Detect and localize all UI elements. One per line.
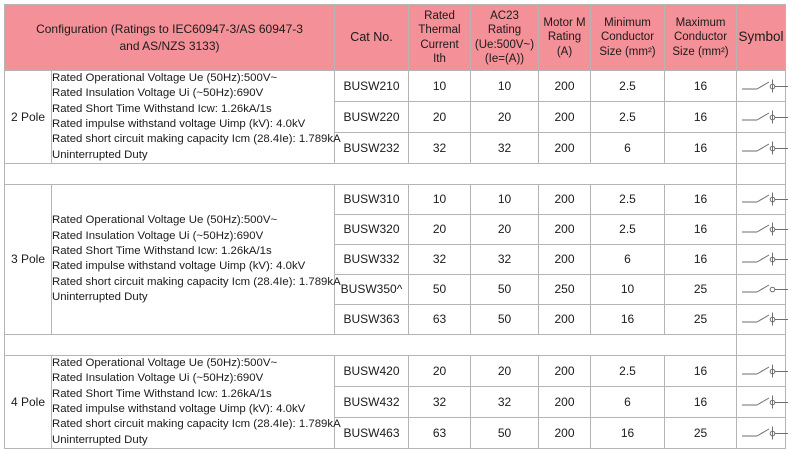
cell-cat-no: BUSW420 <box>335 355 409 386</box>
header-cat-no <box>335 5 409 71</box>
switch-with-bar-icon <box>737 251 789 268</box>
table-row <box>5 184 786 214</box>
cell-max-conductor: 16 <box>665 386 737 417</box>
cell-symbol <box>737 274 786 304</box>
description-line-1: Rated Operational Voltage Ue (50Hz):500V~ <box>52 214 278 227</box>
header-motor-rating-line-2: Rating <box>547 31 582 44</box>
header-ac23-rating-line-1: AC23 <box>490 10 519 23</box>
cell-ac23-rating: 32 <box>471 244 539 274</box>
cell-motor-rating: 200 <box>539 214 591 244</box>
description-line-3: Rated Short Time Withstand Icw: 1.26kA/1s <box>52 245 272 258</box>
header-max-conductor-line-3: Size (mm²) <box>672 45 729 58</box>
header-configuration-line-2: and AS/NZS 3133) <box>119 38 220 53</box>
cell-max-conductor: 16 <box>665 214 737 244</box>
switch-with-bar-icon <box>737 191 789 208</box>
cell-ac23-rating: 32 <box>471 386 539 417</box>
cell-ac23-rating: 50 <box>471 304 539 334</box>
cell-ac23-rating: 10 <box>471 184 539 214</box>
cell-symbol <box>737 214 786 244</box>
cell-rated-thermal-current: 10 <box>409 71 471 102</box>
cell-motor-rating: 200 <box>539 71 591 102</box>
header-rated-thermal-current-line-1: Rated <box>424 10 455 23</box>
specification-table <box>4 4 786 449</box>
cell-rated-thermal-current: 63 <box>409 304 471 334</box>
description-line-3: Rated Short Time Withstand Icw: 1.26kA/1s <box>52 387 272 400</box>
description-line-2: Rated Insulation Voltage Ui (~50Hz):690V <box>52 372 264 385</box>
header-min-conductor <box>591 5 665 71</box>
cell-symbol <box>737 304 786 334</box>
table-header <box>5 5 786 71</box>
configuration-description <box>52 355 341 448</box>
header-cat-no-line-1: Cat No. <box>350 29 393 44</box>
table-row <box>5 71 786 102</box>
cell-cat-no: BUSW463 <box>335 417 409 448</box>
table-body <box>5 71 786 449</box>
cell-cat-no: BUSW432 <box>335 386 409 417</box>
description-line-1: Rated Operational Voltage Ue (50Hz):500V~ <box>52 356 278 369</box>
cell-min-conductor: 2.5 <box>591 71 665 102</box>
switch-with-bar-icon <box>737 424 789 441</box>
cell-motor-rating: 200 <box>539 244 591 274</box>
cell-min-conductor: 10 <box>591 274 665 304</box>
description-line-2: Rated Insulation Voltage Ui (~50Hz):690V <box>52 229 264 242</box>
header-rated-thermal-current-line-2: Thermal <box>418 24 461 37</box>
description-line-4: Rated impulse withstand voltage Uimp (kV): 4.0kV <box>52 117 306 130</box>
cell-min-conductor: 6 <box>591 244 665 274</box>
header-max-conductor <box>665 5 737 71</box>
cell-min-conductor: 16 <box>591 417 665 448</box>
header-ac23-rating-line-3: (Ue:500V~) <box>474 38 535 51</box>
description-line-5: Rated short circuit making capacity Icm (28.4Ie): 1.789kA <box>52 133 341 146</box>
cell-symbol <box>737 417 786 448</box>
cell-motor-rating: 200 <box>539 184 591 214</box>
header-motor-rating-line-3: (A) <box>556 45 573 58</box>
cell-cat-no: BUSW220 <box>335 101 409 132</box>
cell-rated-thermal-current: 20 <box>409 101 471 132</box>
spacer-cell <box>5 334 737 355</box>
cell-motor-rating: 250 <box>539 274 591 304</box>
header-symbol <box>737 5 786 71</box>
section-spacer-row <box>5 334 786 355</box>
description-line-6: Uninterrupted Duty <box>52 433 148 446</box>
spacer-symbol-cell <box>737 163 786 184</box>
cell-rated-thermal-current: 20 <box>409 214 471 244</box>
cell-rated-thermal-current: 10 <box>409 184 471 214</box>
description-line-2: Rated Insulation Voltage Ui (~50Hz):690V <box>52 87 264 100</box>
configuration-description <box>52 184 341 334</box>
cell-ac23-rating: 20 <box>471 214 539 244</box>
cell-symbol <box>737 386 786 417</box>
cell-rated-thermal-current: 32 <box>409 132 471 163</box>
cell-ac23-rating: 20 <box>471 355 539 386</box>
description-line-6: Uninterrupted Duty <box>52 291 148 304</box>
header-symbol-line-1: Symbol <box>738 29 784 45</box>
switch-with-bar-icon <box>737 108 789 125</box>
cell-symbol <box>737 101 786 132</box>
switch-with-bar-icon <box>737 77 789 94</box>
description-line-6: Uninterrupted Duty <box>52 148 148 161</box>
header-rated-thermal-current-line-3: Current <box>420 38 459 51</box>
switch-with-bar-icon <box>737 393 789 410</box>
cell-ac23-rating: 50 <box>471 417 539 448</box>
cell-min-conductor: 6 <box>591 132 665 163</box>
header-motor-rating-line-1: Motor M <box>543 17 586 30</box>
header-max-conductor-line-1: Maximum <box>675 17 726 30</box>
cell-motor-rating: 200 <box>539 132 591 163</box>
cell-max-conductor: 25 <box>665 417 737 448</box>
cell-cat-no: BUSW350^ <box>335 274 409 304</box>
header-max-conductor-line-2: Conductor <box>673 31 728 44</box>
cell-rated-thermal-current: 32 <box>409 244 471 274</box>
switch-with-bar-icon <box>737 139 789 156</box>
pole-label-4-pole: 4 Pole <box>5 355 52 448</box>
header-min-conductor-line-2: Conductor <box>600 31 655 44</box>
cell-max-conductor: 16 <box>665 71 737 102</box>
header-min-conductor-line-1: Minimum <box>604 17 651 30</box>
cell-max-conductor: 16 <box>665 244 737 274</box>
cell-cat-no: BUSW232 <box>335 132 409 163</box>
cell-rated-thermal-current: 20 <box>409 355 471 386</box>
cell-max-conductor: 16 <box>665 132 737 163</box>
cell-max-conductor: 25 <box>665 304 737 334</box>
cell-ac23-rating: 32 <box>471 132 539 163</box>
description-line-1: Rated Operational Voltage Ue (50Hz):500V~ <box>52 72 278 84</box>
cell-cat-no: BUSW320 <box>335 214 409 244</box>
description-line-4: Rated impulse withstand voltage Uimp (kV): 4.0kV <box>52 402 306 415</box>
cell-motor-rating: 200 <box>539 386 591 417</box>
header-row <box>5 5 786 71</box>
section-spacer-row <box>5 163 786 184</box>
cell-max-conductor: 25 <box>665 274 737 304</box>
cell-min-conductor: 16 <box>591 304 665 334</box>
pole-label-2-pole: 2 Pole <box>5 71 52 164</box>
cell-max-conductor: 16 <box>665 101 737 132</box>
switch-with-bar-icon <box>737 221 789 238</box>
header-min-conductor-line-3: Size (mm²) <box>599 45 656 58</box>
cell-ac23-rating: 10 <box>471 71 539 102</box>
cell-ac23-rating: 20 <box>471 101 539 132</box>
cell-min-conductor: 2.5 <box>591 184 665 214</box>
cell-cat-no: BUSW310 <box>335 184 409 214</box>
header-configuration <box>5 5 335 71</box>
configuration-description <box>52 71 341 164</box>
cell-symbol <box>737 132 786 163</box>
header-ac23-rating-line-4: (Ie=(A)) <box>484 52 525 65</box>
cell-motor-rating: 200 <box>539 355 591 386</box>
cell-symbol <box>737 244 786 274</box>
description-line-5: Rated short circuit making capacity Icm (28.4Ie): 1.789kA <box>52 275 341 288</box>
cell-symbol <box>737 355 786 386</box>
description-line-4: Rated impulse withstand voltage Uimp (kV): 4.0kV <box>52 260 306 273</box>
spacer-cell <box>5 163 737 184</box>
spacer-symbol-cell <box>737 334 786 355</box>
cell-min-conductor: 2.5 <box>591 214 665 244</box>
header-configuration-line-1: Configuration (Ratings to IEC60947-3/AS 60947-3 <box>36 21 303 36</box>
cell-ac23-rating: 50 <box>471 274 539 304</box>
cell-rated-thermal-current: 50 <box>409 274 471 304</box>
cell-motor-rating: 200 <box>539 101 591 132</box>
cell-min-conductor: 2.5 <box>591 355 665 386</box>
cell-symbol <box>737 71 786 102</box>
header-rated-thermal-current-line-4: Ith <box>433 52 446 65</box>
cell-min-conductor: 6 <box>591 386 665 417</box>
header-ac23-rating-line-2: Rating <box>487 24 522 37</box>
pole-label-3-pole: 3 Pole <box>5 184 52 334</box>
cell-min-conductor: 2.5 <box>591 101 665 132</box>
description-line-5: Rated short circuit making capacity Icm (28.4Ie): 1.789kA <box>52 418 341 431</box>
header-motor-rating <box>539 5 591 71</box>
switch-plain-icon <box>737 281 789 298</box>
cell-rated-thermal-current: 63 <box>409 417 471 448</box>
cell-rated-thermal-current: 32 <box>409 386 471 417</box>
cell-cat-no: BUSW210 <box>335 71 409 102</box>
header-rated-thermal-current <box>409 5 471 71</box>
header-ac23-rating <box>471 5 539 71</box>
cell-max-conductor: 16 <box>665 184 737 214</box>
cell-cat-no: BUSW332 <box>335 244 409 274</box>
cell-cat-no: BUSW363 <box>335 304 409 334</box>
description-line-3: Rated Short Time Withstand Icw: 1.26kA/1s <box>52 102 272 115</box>
cell-max-conductor: 16 <box>665 355 737 386</box>
switch-with-bar-icon <box>737 362 789 379</box>
cell-symbol <box>737 184 786 214</box>
switch-with-bar-icon <box>737 311 789 328</box>
table-row <box>5 355 786 386</box>
cell-motor-rating: 200 <box>539 304 591 334</box>
cell-motor-rating: 200 <box>539 417 591 448</box>
